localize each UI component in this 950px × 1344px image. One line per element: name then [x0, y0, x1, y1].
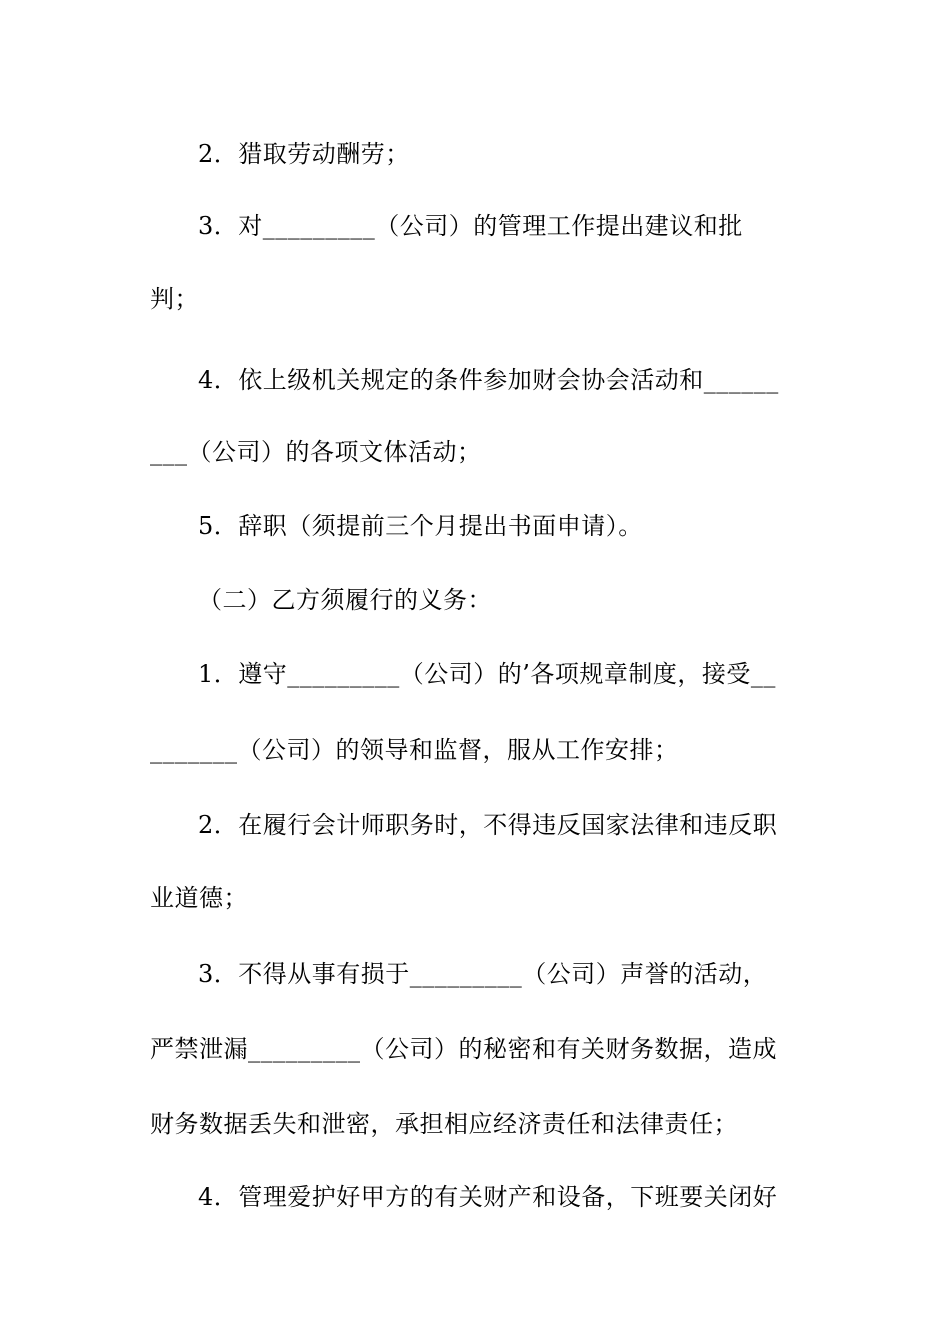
- right-item-4-continuation: ___（公司）的各项文体活动；: [150, 438, 482, 466]
- section-heading-obligations: （二）乙方须履行的义务：: [198, 586, 492, 614]
- right-item-3: 3．对_________（公司）的管理工作提出建议和批: [198, 212, 743, 240]
- right-item-3-continuation: 判；: [150, 285, 199, 313]
- obligation-item-3-continuation-2: 财务数据丢失和泄密，承担相应经济责任和法律责任；: [150, 1110, 738, 1138]
- obligation-item-2-continuation: 业道德；: [150, 884, 248, 912]
- obligation-item-4: 4．管理爱护好甲方的有关财产和设备，下班要关闭好: [198, 1183, 778, 1211]
- obligation-item-3: 3．不得从事有损于_________（公司）声誉的活动，: [198, 960, 768, 988]
- obligation-item-2: 2．在履行会计师职务时，不得违反国家法律和违反职: [198, 811, 778, 839]
- obligation-item-3-continuation-1: 严禁泄漏_________（公司）的秘密和有关财务数据，造成: [150, 1035, 777, 1063]
- right-item-2: 2．猎取劳动酬劳；: [198, 140, 410, 168]
- obligation-item-1: 1．遵守_________（公司）的’各项规章制度，接受__: [198, 660, 776, 688]
- right-item-5: 5．辞职（须提前三个月提出书面申请）。: [198, 512, 643, 540]
- right-item-4: 4．依上级机关规定的条件参加财会协会活动和______: [198, 366, 779, 394]
- obligation-item-1-continuation: _______（公司）的领导和监督，服从工作安排；: [150, 736, 679, 764]
